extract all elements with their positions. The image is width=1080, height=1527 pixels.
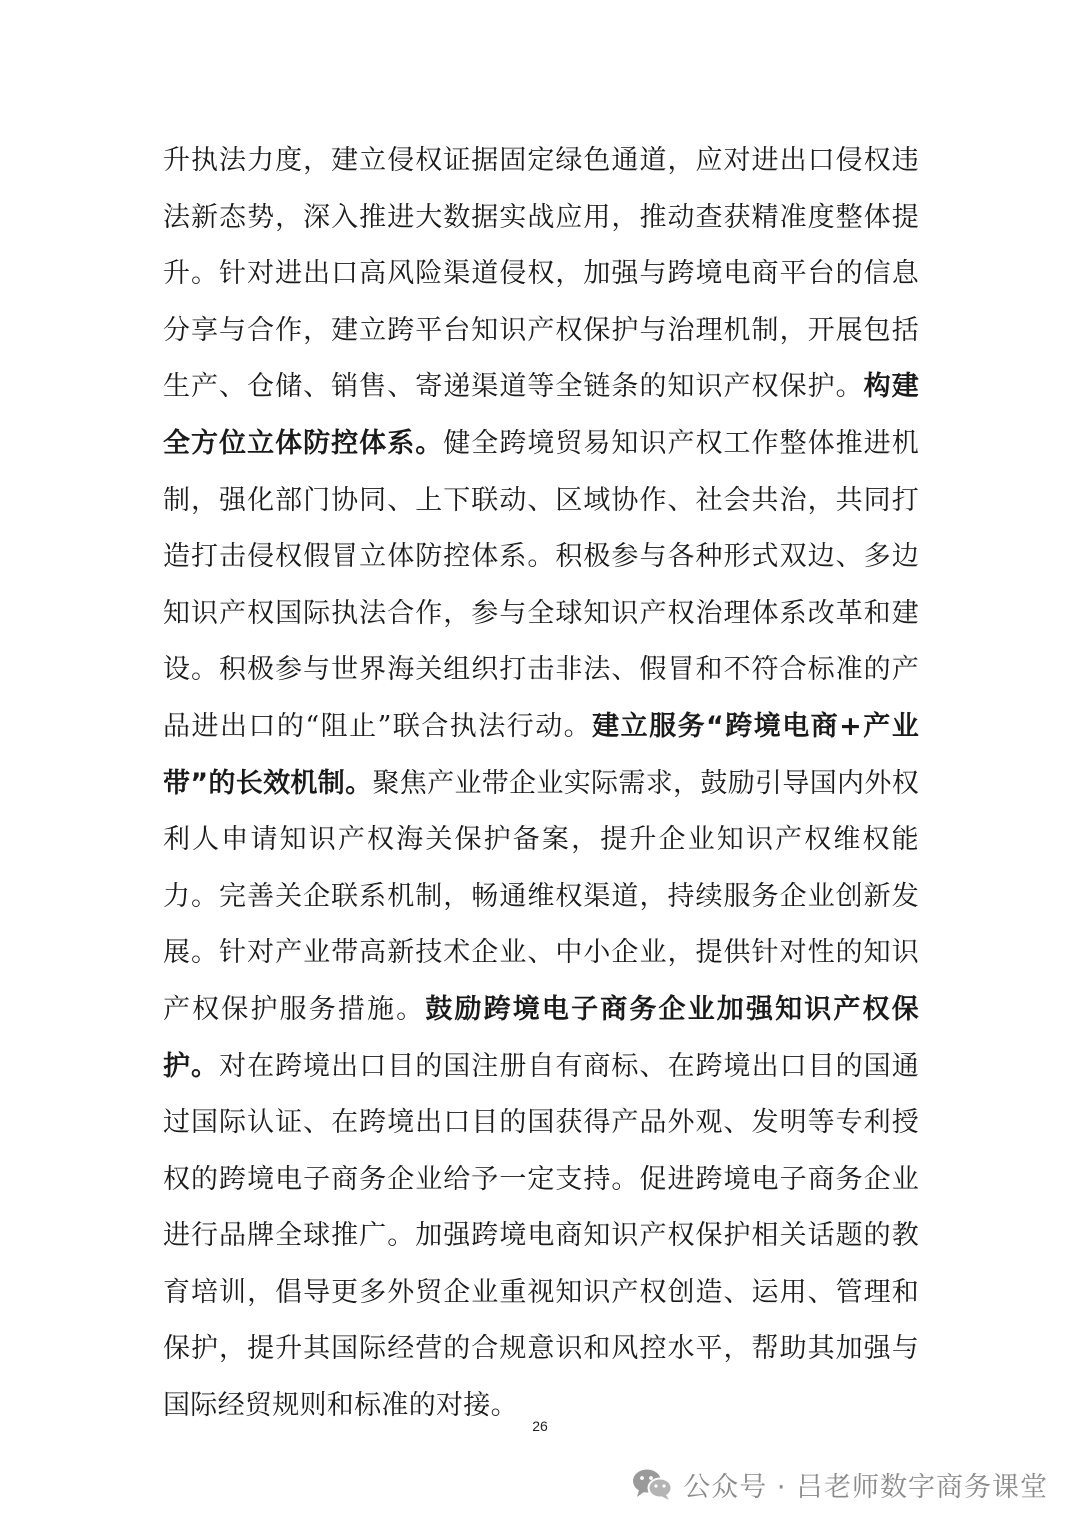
wechat-watermark bbox=[631, 1462, 1048, 1506]
paragraph bbox=[163, 133, 919, 1435]
document-body bbox=[163, 133, 919, 1435]
text-run: 聚焦产业带企业实际需求，鼓励引导国内外权利人申请知识产权海关保护备案，提升企业知识产权维权能力。完善关企联系机制，畅通维权渠道，持续服务企业创新发展。针对产业带高新技术企业、中小企业，提供针对性的知识产权保护服务措施。 bbox=[163, 767, 919, 1025]
wechat-icon bbox=[631, 1467, 673, 1501]
bold-heading-run: 构建全方位立体防控体系。 bbox=[163, 371, 919, 459]
text-run: 升执法力度，建立侵权证据固定绿色通道，应对进出口侵权违法新态势，深入推进大数据实战应用，推动查获精准度整体提升。针对进出口高风险渠道侵权，加强与跨境电商平台的信息分享与合作，建立跨平台知识产权保护与治理机制，开展包括生产、仓储、销售、寄递渠道等全链条的知识产权保护。 bbox=[163, 145, 919, 403]
text-run: 健全跨境贸易知识产权工作整体推进机制，强化部门协同、上下联动、区域协作、社会共治，共同打造打击侵权假冒立体防控体系。积极参与各种形式双边、多边知识产权国际执法合作，参与全球知识产权治理体系改革和建设。积极参与世界海关组织打击非法、假冒和不符合标准的产品进出口的“阻止”联合执法行动。 bbox=[163, 427, 919, 742]
watermark-text: 公众号 · 吕老师数字商务课堂 bbox=[683, 1471, 1048, 1503]
text-run: 对在跨境出口目的国注册自有商标、在跨境出口目的国通过国际认证、在跨境出口目的国获得产品外观、发明等专利授权的跨境电子商务企业给予一定支持。促进跨境电子商务企业进行品牌全球推广。加强跨境电商知识产权保护相关话题的教育培训，倡导更多外贸企业重视知识产权创造、运用、管理和保护，提升其国际经营的合规意识和风控水平，帮助其加强与国际经贸规则和标准的对接。 bbox=[163, 1050, 919, 1422]
bold-heading-run: 鼓励跨境电子商务企业加强知识产权保护。 bbox=[163, 993, 919, 1082]
bold-heading-run: 建立服务“跨境电商+产业带”的长效机制。 bbox=[163, 710, 920, 799]
page-number: 26 bbox=[532, 1418, 548, 1434]
